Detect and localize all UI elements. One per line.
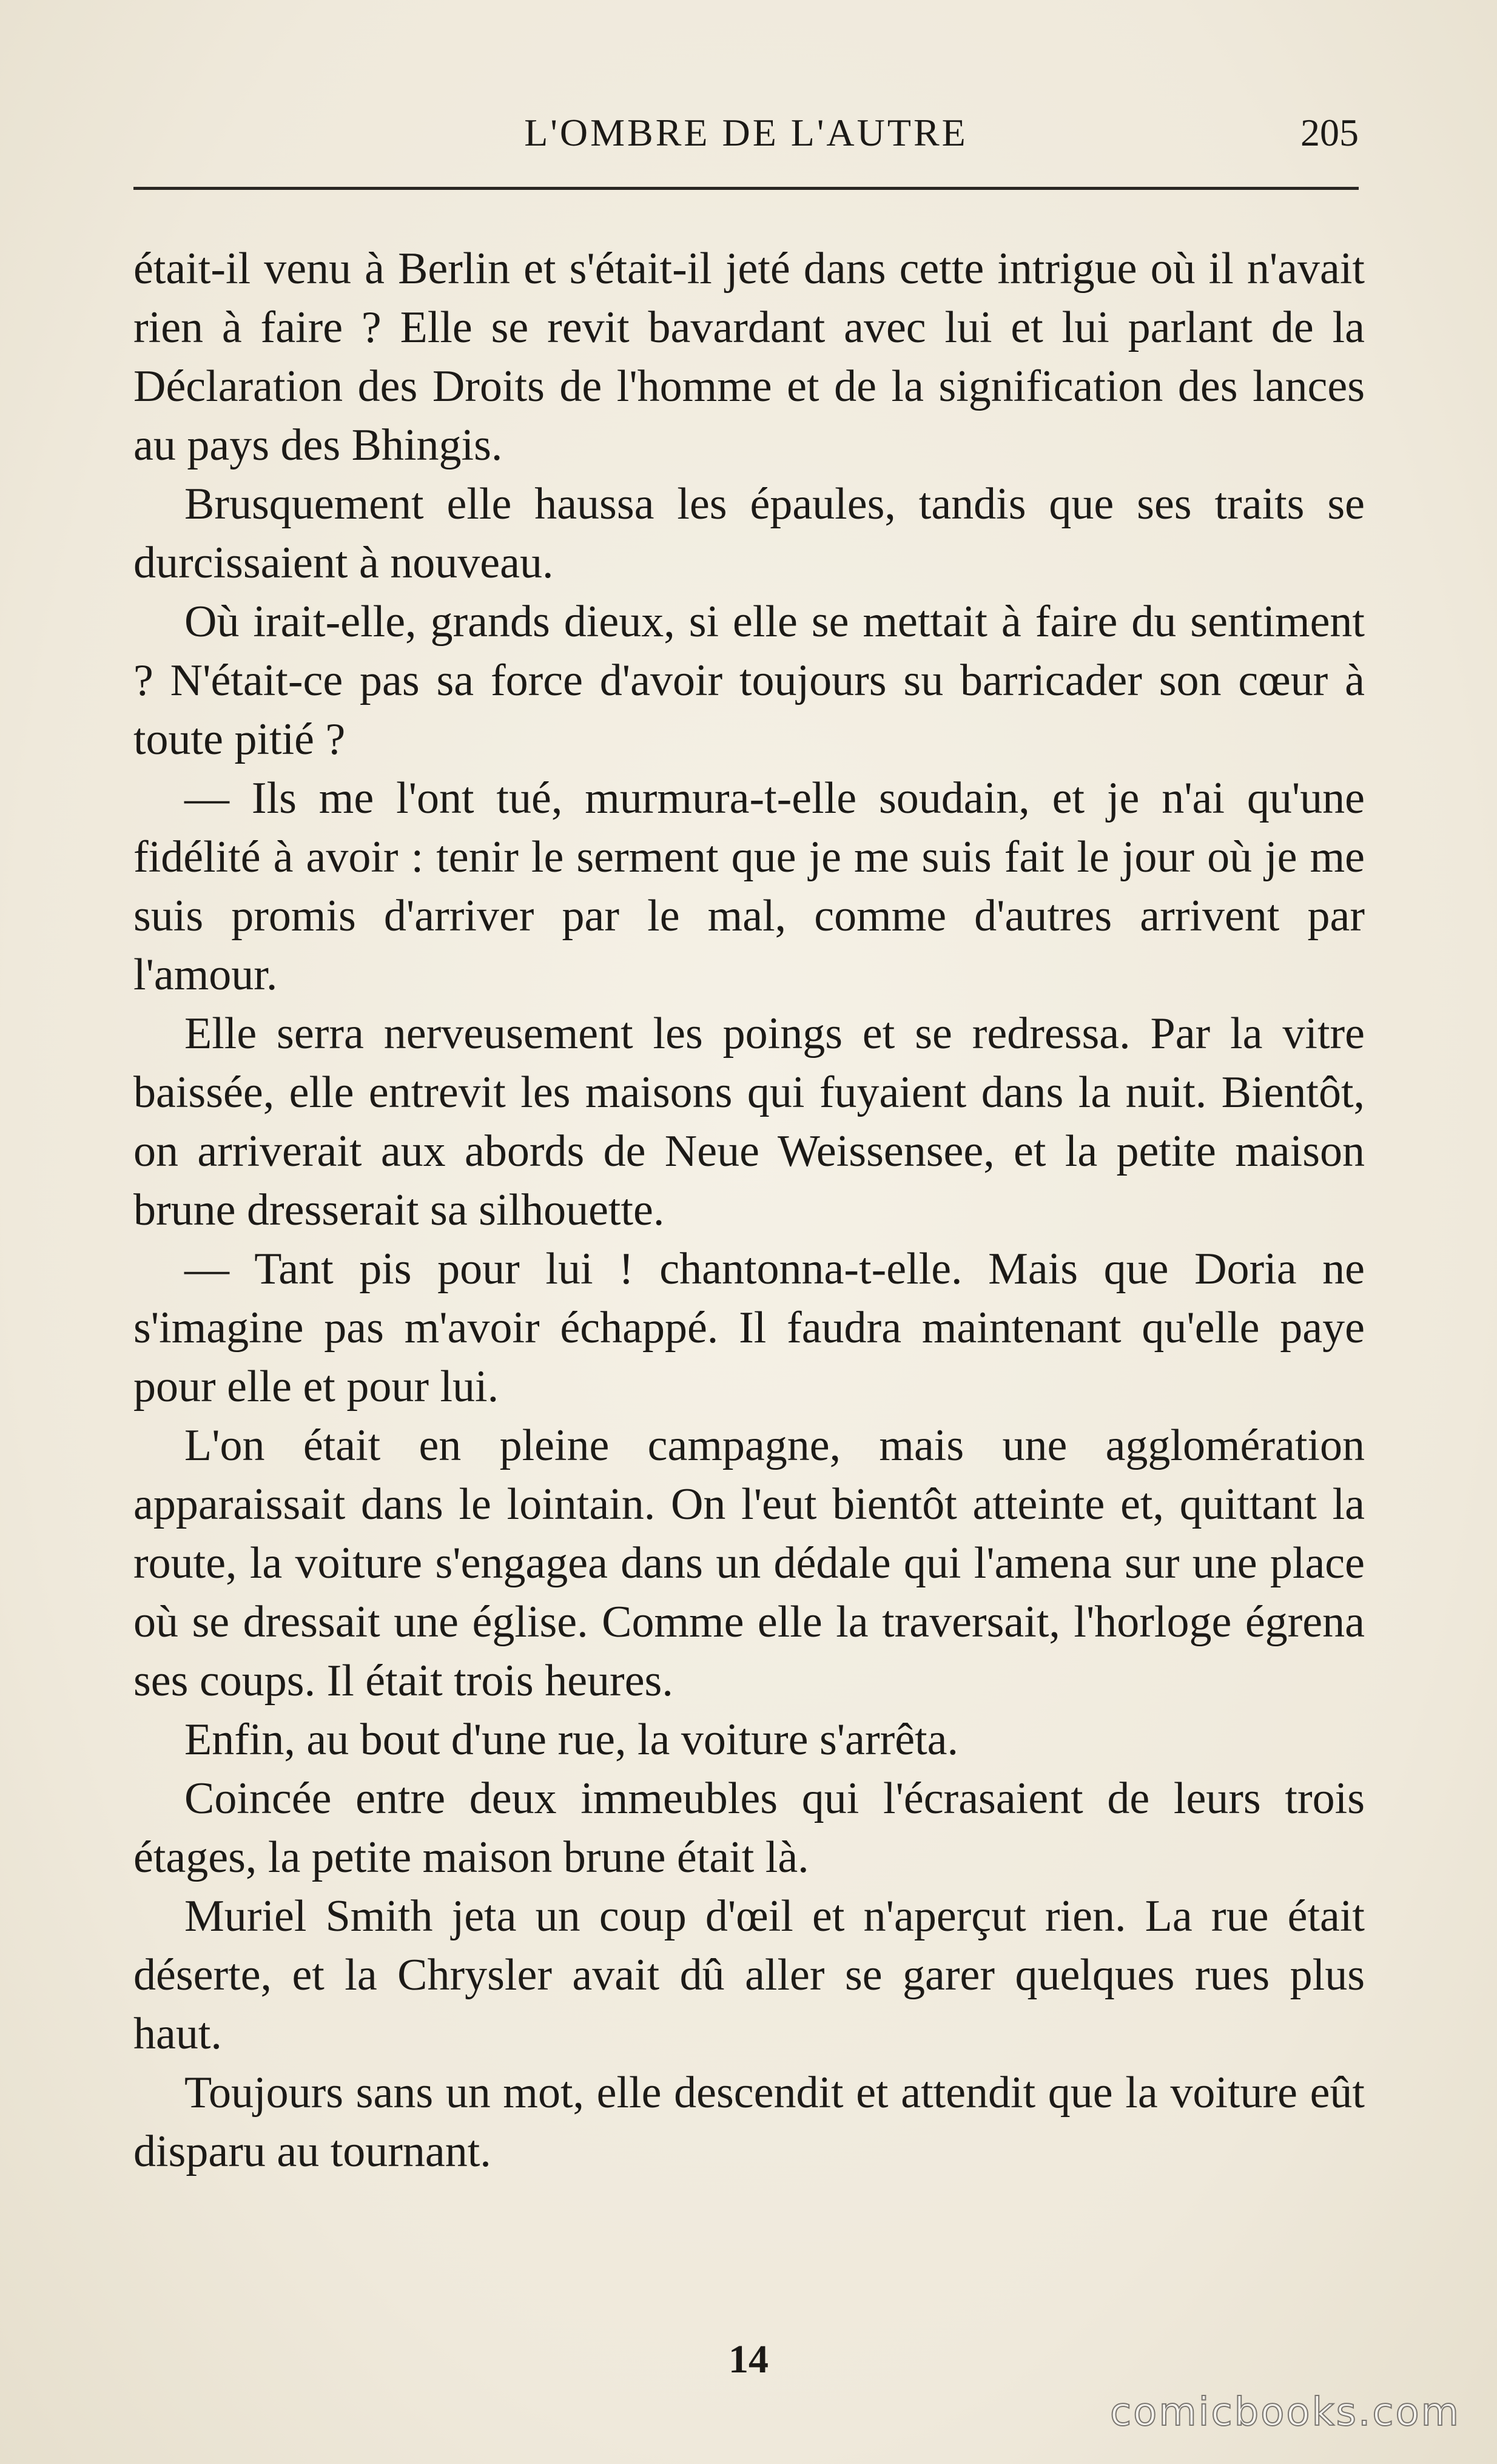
paragraph-2: Brusquement elle haussa les épaules, tandis que ses traits se durcissaient à nouveau.: [133, 479, 1365, 588]
paragraph-11: Toujours sans un mot, elle descendit et attendit que la voiture eût disparu au tournant.: [133, 2068, 1365, 2176]
paragraph-4: — Ils me l'ont tué, murmura-t-elle soudain, et je n'ai qu'une fidélité à avoir : tenir le serment que je me suis fait le jour où je me suis promis d'arriver par le mal, comme d'autres arrivent par l'amour.: [133, 773, 1365, 1000]
paragraph-5: Elle serra nerveusement les poings et se redressa. Par la vitre baissée, elle entrevit les maisons qui fuyaient dans la nuit. Bientôt, on arriverait aux abords de Neue Weissensee, et la petite maison brune dresserait sa silhouette.: [133, 1009, 1365, 1235]
watermark: comicbooks.com: [1109, 2390, 1461, 2435]
paragraph-7: L'on était en pleine campagne, mais une agglomération apparaissait dans le lointain. On l'eut bientôt atteinte et, quittant la route, la voiture s'engagea dans un dédale qui l'amena sur une place où se dressait une église. Comme elle la traversait, l'horloge égrena ses coups. Il était trois heures.: [133, 1421, 1365, 1706]
body-text: [133, 240, 1365, 2181]
header-rule: [133, 187, 1359, 190]
paragraph-8: Enfin, au bout d'une rue, la voiture s'arrêta.: [184, 1715, 958, 1765]
paragraph-3: Où irait-elle, grands dieux, si elle se mettait à faire du sentiment ? N'était-ce pas sa force d'avoir toujours su barricader son cœur à toute pitié ?: [133, 597, 1365, 764]
signature-mark: 14: [728, 2337, 769, 2382]
paragraph-9: Coincée entre deux immeubles qui l'écrasaient de leurs trois étages, la petite maison brune était là.: [133, 1774, 1365, 1882]
paragraph-10: Muriel Smith jeta un coup d'œil et n'aperçut rien. La rue était déserte, et la Chrysler avait dû aller se garer quelques rues plus haut.: [133, 1891, 1365, 2059]
page-header: [133, 103, 1359, 164]
paragraph-6: — Tant pis pour lui ! chantonna-t-elle. Mais que Doria ne s'imagine pas m'avoir échappé. Il faudra maintenant qu'elle paye pour elle et pour lui.: [133, 1244, 1365, 1412]
page-number: 205: [1300, 111, 1359, 154]
paragraph-1: était-il venu à Berlin et s'était-il jeté dans cette intrigue où il n'avait rien à faire ? Elle se revit bavardant avec lui et lui parlant de la Déclaration des Droits de l'homme et de la signification des lances au pays des Bhingis.: [133, 244, 1365, 470]
running-title: L'OMBRE DE L'AUTRE: [524, 111, 968, 154]
